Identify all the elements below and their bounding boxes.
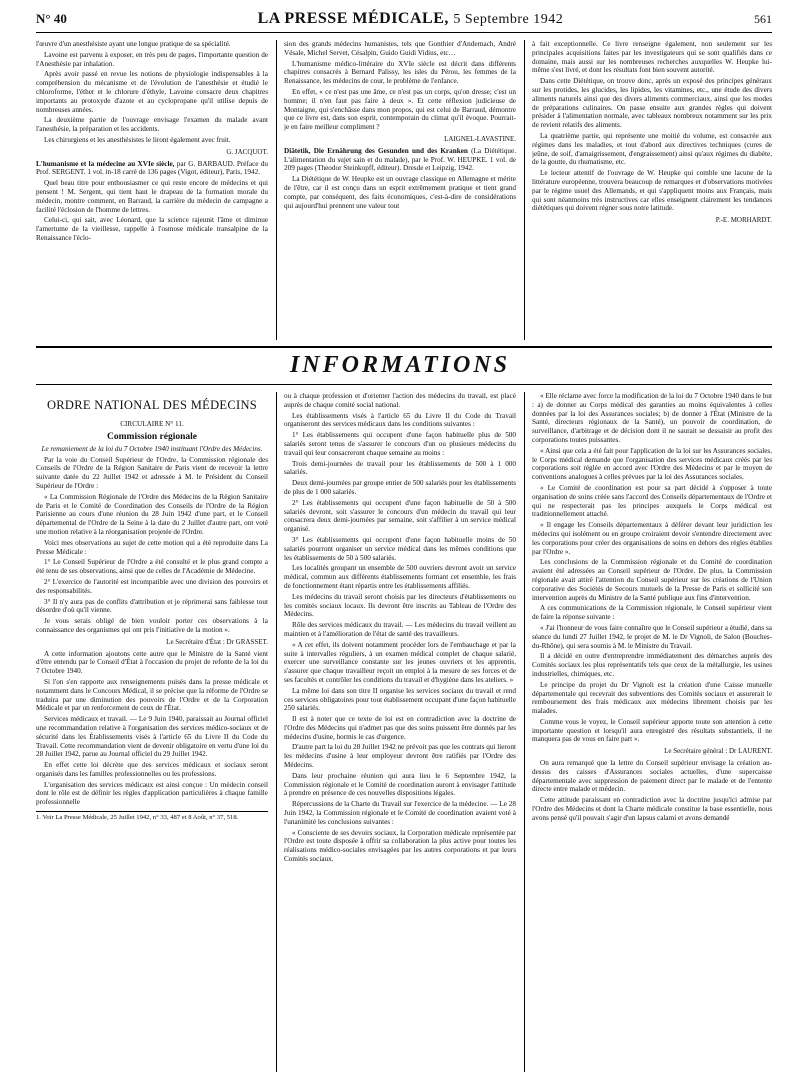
book-title: L'humanisme et la médecine au XVIe siècle, [36,159,175,168]
signature: Le Secrétaire général : Dr LAURENT. [664,747,772,756]
paragraph: Services médicaux et travail. — Le 9 Juin 1940, paraissait au Journal officiel une recommandation relative à l'organisation des services médico-sociaux et de sécurité dans les Établissements visés à l'article 65 du Livre II du Code du Travail. Cette recommandation vient de devenir obligatoire en vertu d'une loi du 28 Juillet 1942, parue au Journal officiel du 29 Juillet 1942. [36,715,268,759]
book-reference: par G. BARBAUD. Préface du Prof. SERGENT. 1 vol. in-18 carré de 136 pages (Vigot, éditeur), Paris, 1942. [36,159,268,177]
paragraph: à fait exceptionnelle. Ce livre renseigne également, non seulement sur les principales acquisitions faites par les investigateurs qui se sont qualifiés dans ce domaine, mais aussi sur les nombreuses recherches auxquelles W. Heupke lui-même s'est livré, et dont les résultats font bien souvent autorité. [532,40,772,75]
paragraph: l'œuvre d'un anesthésiste ayant une longue pratique de sa spécialité. [36,40,231,48]
paragraph: Rôle des services médicaux du travail. — Les médecins du travail veillent au maintien et à l'amélioration de l'état de santé des travailleurs. [284,621,516,638]
paragraph: A cette information ajoutons cette autre que le Ministre de la Santé vient d'être entendu par le Conseil d'État à l'occasion du projet de refonte de la loi du 7 Octobre 1940. [36,649,268,676]
paragraph: La même loi dans son titre II organise les services sociaux du travail et rend ces services obligatoires pour tout établissement occupant d'une façon habituelle 250 salariés. [284,686,516,713]
column-rule [276,392,277,1072]
paragraph: 2° Les établissements qui occupent d'une façon habituelle de 50 à 500 salariés devront, soit s'assurer le concours d'un médecin du travail qui leur consacrera deux demi-journées par semaine, soit s'affilier à un service médical organisé. [284,498,516,534]
column-rule [276,40,277,340]
paragraph: 3° Il n'y aura pas de conflits d'attribution et je réprimerai sans faiblesse tout désordre d'où qu'il vienne. [36,597,268,615]
section-divider [36,384,772,385]
paragraph: Dans leur prochaine réunion qui aura lieu le 6 Septembre 1942, la Commission régionale et le Comité de coordination auront à envisager l'attitude à prendre en présence de ces nouvelles dispositions légales. [284,771,516,798]
signature: Le Secrétaire d'État : Dr GRASSET. [166,637,268,646]
paragraph: Comme vous le voyez, le Conseil supérieur apporte toute son attention à cette importante question et lorsqu'il aura enregistré des résultats substantiels, il ne manquera pas de vous en faire part ». [532,717,772,744]
paragraph: Il est à noter que ce texte de loi est en contradiction avec la doctrine de l'Ordre des Médecins qui n'admet pas que des soins puissent être donnés par les médecins d'usine, hormis le cas d'urgence. [284,715,516,741]
paragraph: La quatrième partie, qui représente une moitié du volume, est consacrée aux régimes dans les maladies, et tout d'abord aux directives techniques (cures de jeûne, de soif, d'amaigrissement, d'engraissement) ainsi qu'aux régimes du diabète, de la goutte, du rhumatisme, etc. [532,131,772,167]
book-entry [284,147,516,173]
issue-date: 5 Septembre 1942 [453,12,564,27]
paragraph: A ces communications de la Commission régionale, le Conseil supérieur vient de faire la réponse suivante : [532,604,772,622]
paragraph: Lavoine est parvenu à exposer, en très peu de pages, l'importante question de l'Anesthésie par inhalation. [36,50,268,68]
paragraph: Après avoir passé en revue les notions de physiologie indispensables à la compréhension du mécanisme et de l'évolution de l'anesthésie et étudié le chloroforme, l'éther et le chlorure d'éthyle, Lavoine consacre deux chapitres importants au protoxyde d'azote et au cyclopropane qu'il utilise depuis de nombreuses années. [36,70,268,114]
paragraph: Deux demi-journées par groupe entier de 500 salariés pour les établissements de plus de 1 000 salariés. [284,479,516,496]
paragraph: Les chirurgiens et les anesthésistes le liront également avec fruit. [44,135,231,144]
paragraph: Celui-ci, qui sait, avec Léonard, que la science rajeunit l'âme et diminue l'amertume de la vieillesse, rappelle à l'osmose médicale transalpine de la Renaissance l'éclo- [36,216,268,242]
paragraph: « Consciente de ses devoirs sociaux, la Corporation médicale représentée par l'Ordre est toute disposée à offrir sa collaboration la plus active pour toutes les réalisations médico-sociales envisagées par les autres corporations et par leurs Comités sociaux. [284,828,516,864]
paragraph: Les localités groupant un ensemble de 500 ouvriers devront avoir un service médical, commun aux différents établissements formant cet ensemble, les frais de fonctionnement étant répartis entre les établissements affiliés. [284,564,516,590]
paragraph: Dans cette Diététique, on trouve donc, après un exposé des principes généraux sur les protides, les glucides, les lipides, les vitamines, etc., une étude des divers aliments naturels ainsi que des divers aliments commerciaux, ainsi que les modes de préparations culinaires. On passe ensuite aux grandes règles qui doivent présider à l'alimentation normale, avec tableaux nombreux notamment sur les prix de revient relatifs des aliments. [532,77,772,130]
paragraph: En effet, « ce n'est pas une âme, ce n'est pas un corps, qu'on dresse; c'est un homme; il n'en faut pas faire à deux ». Et cette réflexion judicieuse de Montaigne, qui s'enchâsse dans mon propos, qui est celui de Barraud, démontre que ce livre est, dans son esprit, contemporain du climat qu'il évoque. Pourrait-je en faire meilleur compliment ? [284,87,516,132]
section-title: INFORMATIONS [289,352,511,378]
paragraph: Par la voie du Conseil Supérieur de l'Ordre, la Commission régionale des Conseils de l'Ordre de la Région Sanitaire de Paris vient de recevoir la lettre suivante datée du 22 Juillet 1942 et adressée à M. le Président du Conseil Supérieur de l'Ordre : [36,455,268,490]
paragraph: Les conclusions de la Commission régionale et du Comité de coordination avaient été adressées au Conseil supérieur de l'Ordre. De plus, la Commission régionale avait attiré l'attention du Conseil supérieur sur les créations de l'Union corporative des Sociétés de Secours mutuels de la Presse de Paris et sollicité son intervention auprès du Ministre de la Santé publique aux fins d'intervention. [532,558,772,602]
paragraph: 3° Les établissements qui occupent d'une façon habituelle moins de 50 salariés pourront organiser un service médical dans les mêmes conditions que les établissements de 50 à 500 salariés. [284,535,516,562]
informations-column-2 [284,392,516,1072]
paragraph: Trois demi-journées de travail pour les établissements de 500 à 1 000 salariés. [284,459,516,477]
paragraph: 1° Les établissements qui occupent d'une façon habituelle plus de 500 salariés seront tenus de s'assurer le concours d'un ou plusieurs médecins du travail qui leur consacreront chaque semaine au moins : [284,431,516,457]
journal-title [258,10,564,28]
journal-name: LA PRESSE MÉDICALE, [257,10,449,27]
book-reference: (La Diététique. L'alimentation du sujet sain et du malade), par le Prof. W. HEUPKE. 1 vol. de 209 pages (Theodor Steinkopff, éditeur). Dresde et Leipzig, 1942. [284,146,516,173]
paragraph: « Ainsi que cela a été fait pour l'application de la loi sur les Assurances sociales, le Corps médical demande que l'organisation des services médicaux créés par les corporations soit réglée en accord avec l'Ordre des Médecins et par le moyen de conventions analogues à celles prévues par la loi des Assurances sociales. [532,446,772,482]
paragraph: « J'ai l'honneur de vous faire connaître que le Conseil supérieur a étudié, dans sa séance du lundi 27 Juillet 1942, le projet de M. le Dr Vignoli, de Salon (Bouches-du-Rhône), qui sera soumis à M. le Ministre du Travail. [532,623,772,650]
paragraph: L'humanisme médico-littéraire du XVIe siècle est décrit dans différents chapitres consacrés à Bernard Palissy, les isles du Pérou, les femmes de la Renaissance, les médecins de cour, le problème de l'enfance. [284,59,516,86]
issue-number: N° 40 [36,11,67,26]
paragraph: « Elle réclame avec force la modification de la loi du 7 Octobre 1940 dans le but : a) de donner au Corps médical des garanties au moins équivalentes à celles données par la loi des Assurances sociales; b) de donner à l'État (Ministre de la Santé, directeurs régionaux de la Santé), un pouvoir de coordination, de surveillance, d'arbitrage et de décision dont il ne saurait se dessaisir au profit des corporations toutes puissantes. [532,392,772,444]
book-title: Diätetik, Die Ernährung des Gesunden und des Kranken [284,146,468,155]
paragraph: Je vous serais obligé de bien vouloir porter ces observations à la connaissance des organismes qui ont pris l'initiative de la motion ». [36,617,268,634]
paragraph: Les établissements visés à l'article 65 du Livre II du Code du Travail organiseront des services médicaux dans les conditions suivantes : [284,411,516,429]
book-entry [36,160,268,178]
paragraph: Si l'on s'en rapporte aux renseignements puisés dans la presse médicale et notamment dans le Concours Médical, il se précise que la réforme de l'Ordre se traduira par une diminution des pouvoirs de l'Ordre et de la Corporation Médicale et par un renforcement de ceux de l'État. [36,677,268,713]
column-rule [524,40,525,340]
signature: P.-E. MORHARDT. [715,216,772,225]
paragraph: 1° Le Conseil Supérieur de l'Ordre a été consulté et le plus grand compte a été tenu de ses observations, ainsi que de celles de l'Académie de Médecine. [36,558,268,576]
paragraph: 2° L'exercice de l'autorité est incompatible avec une division des pouvoirs et des responsabilités. [36,577,268,595]
paragraph: « La Commission Régionale de l'Ordre des Médecins de la Région Sanitaire de Paris et le Comité de Coordination des Conseils de l'Ordre de la Région Parisienne au cours d'une réunion du 28 Juin 1942 d'une part, et le Conseil départemental de l'Ordre de la Seine à la date du 2 Juillet d'autre part, ont voté une motion relative à la réorganisation projetée de l'Ordre. [36,492,268,536]
paragraph: sion des grands médecins humanistes, tels que Gonthier d'Andernach, André Vésale, Michel Servet, Césalpin, Guido Guidi Vidius, etc… [284,40,516,57]
paragraph: « A cet effet, ils doivent notamment procéder lors de l'embauchage et par la suite à intervalles réguliers, à un examen médical complet de chaque salarié, exercer une surveillance constante sur les jeunes ouvriers et les apprentis, s'assurer que chaque travailleur reçoit un emploi à la mesure de ses forces et de ses facultés et contrôler les conditions du travail et d'hygiène dans les ateliers. » [284,640,516,684]
paragraph: Répercussions de la Charte du Travail sur l'exercice de la médecine. — Le 28 Juin 1942, la Commission régionale et le Comité de coordination avaient voté à l'unanimité les conclusions suivantes : [284,800,516,826]
paragraph: Le lecteur attentif de l'ouvrage de W. Heupke qui comble une lacune de la littérature européenne, trouvera beaucoup de remarques et d'observations motivées par le régime usuel des Allemands, et qui s'appliquent moins aux Français, mais qui sont néanmoins très instructives car elles enseignent clairement les tendances diététiques qui doivent régner sous notre latitude. [532,169,772,213]
review-column-3 [532,40,772,340]
paragraph: La Diététique de W. Heupke est un ouvrage classique en Allemagne et mérite de l'être, car il est conçu dans un esprit extrêmement pratique et tient grand compte, par conséquent, des faits économiques, c'est-à-dire de considérations qui aujourd'hui prennent une valeur tout [284,175,516,210]
article-subtitle: Le remaniement de la loi du 7 Octobre 1940 instituant l'Ordre des Médecins. [41,444,263,453]
paragraph: Il a décidé en outre d'entreprendre immédiatement des démarches auprès des Comités sociaux les plus représentatifs tels que ceux de la métallurgie, les usines industrielles, chimiques, etc. [532,652,772,678]
paragraph: Quel beau titre pour enthousiasmer ce qui reste encore de médecins et qui pensent ! M. Sergent, qui tient haut le drapeau de la formation morale du médecin, montre comment, en Barraud, la carrière du médecin de campagne a facilité l'éclosion de l'homme de lettres. [36,179,268,214]
paragraph: D'autre part la loi du 28 Juillet 1942 ne prévoit pas que les contrats qui lieront les médecins d'usine à leur employeur devront être ratifiés par l'Ordre des Médecins. [284,743,516,770]
signature: LAIGNEL-LAVASTINE. [444,134,516,143]
circular-number: CIRCULAIRE N° 11. [120,420,184,428]
page-header [36,10,772,33]
paragraph: On aura remarqué que la lettre du Conseil supérieur envisage la création au-dessus des caisses d'Assurances sociales actuelles, d'une supercaisse départementale avec suppression de paiement direct par le malade et de l'entente directe entre malade et médecin. [532,759,772,794]
column-rule [524,392,525,1072]
section-divider [36,346,772,348]
page-number: 561 [753,12,772,26]
ordre-heading: ORDRE NATIONAL DES MÉDECINS [46,398,258,412]
informations-column-3 [532,392,772,1072]
paragraph: L'organisation des services médicaux est ainsi conçue : Un médecin conseil dont le rôle est de définir les règles d'application particulières à chaque famille professionnelle [36,780,268,807]
paragraph: Voici mes observations au sujet de cette motion qui a été reproduite dans La Presse Médicale : [36,538,268,556]
paragraph: Le principe du projet du Dr Vignoli est la création d'une Caisse mutuelle départementale qui recevrait des subventions des Comités sociaux et assurerait le remboursement des frais médicaux aux médecins librement choisis par les malades. [532,680,772,716]
article-heading: Commission régionale [107,431,197,442]
paragraph: « Le Comité de coordination est pour sa part décidé à s'opposer à toute organisation de soins créée sans l'accord des Conseils départementaux de l'Ordre et qui ne respecterait pas les principes auxquels le Corps médical est traditionnellement attaché. [532,483,772,519]
paragraph: Cette attitude paraissant en contradiction avec la doctrine jusqu'ici admise par l'Ordre des Médecins et dont la Charte médicale constitue la base essentielle, nous avons pensé qu'il pouvait s'agir d'un lapsus calami et avons demandé [532,796,772,822]
footnote: 1. Voir La Presse Médicale, 25 Juillet 1942, n° 33, 487 et 8 Août, n° 37, 518. [36,811,268,823]
paragraph: ou à chaque profession et d'orienter l'action des médecins du travail, est placé auprès de chaque comité social national. [284,392,516,409]
paragraph: « Il engage les Conseils départementaux à déférer devant leur juridiction les médecins qui isolément ou en groupe croiraient devoir s'entendre directement avec les corporations pour créer des organisations de soins en dehors des règles établies par l'Ordre ». [532,521,772,556]
review-column-2 [284,40,516,340]
informations-column-1 [36,420,268,1072]
review-column-1 [36,40,268,340]
paragraph: En effet cette loi décrète que des services médicaux et sociaux seront organisés dans les familles professionnelles ou les professions. [36,761,268,778]
signature: G. JACQUOT. [226,147,268,156]
paragraph: Les médecins du travail seront choisis par les directeurs d'établissements ou les comités sociaux locaux. Ils devront être inscrits au Tableau de l'Ordre des Médecins. [284,592,516,619]
paragraph: La deuxième partie de l'ouvrage envisage l'examen du malade avant l'anesthésie, la préparation et les accidents. [36,116,268,134]
